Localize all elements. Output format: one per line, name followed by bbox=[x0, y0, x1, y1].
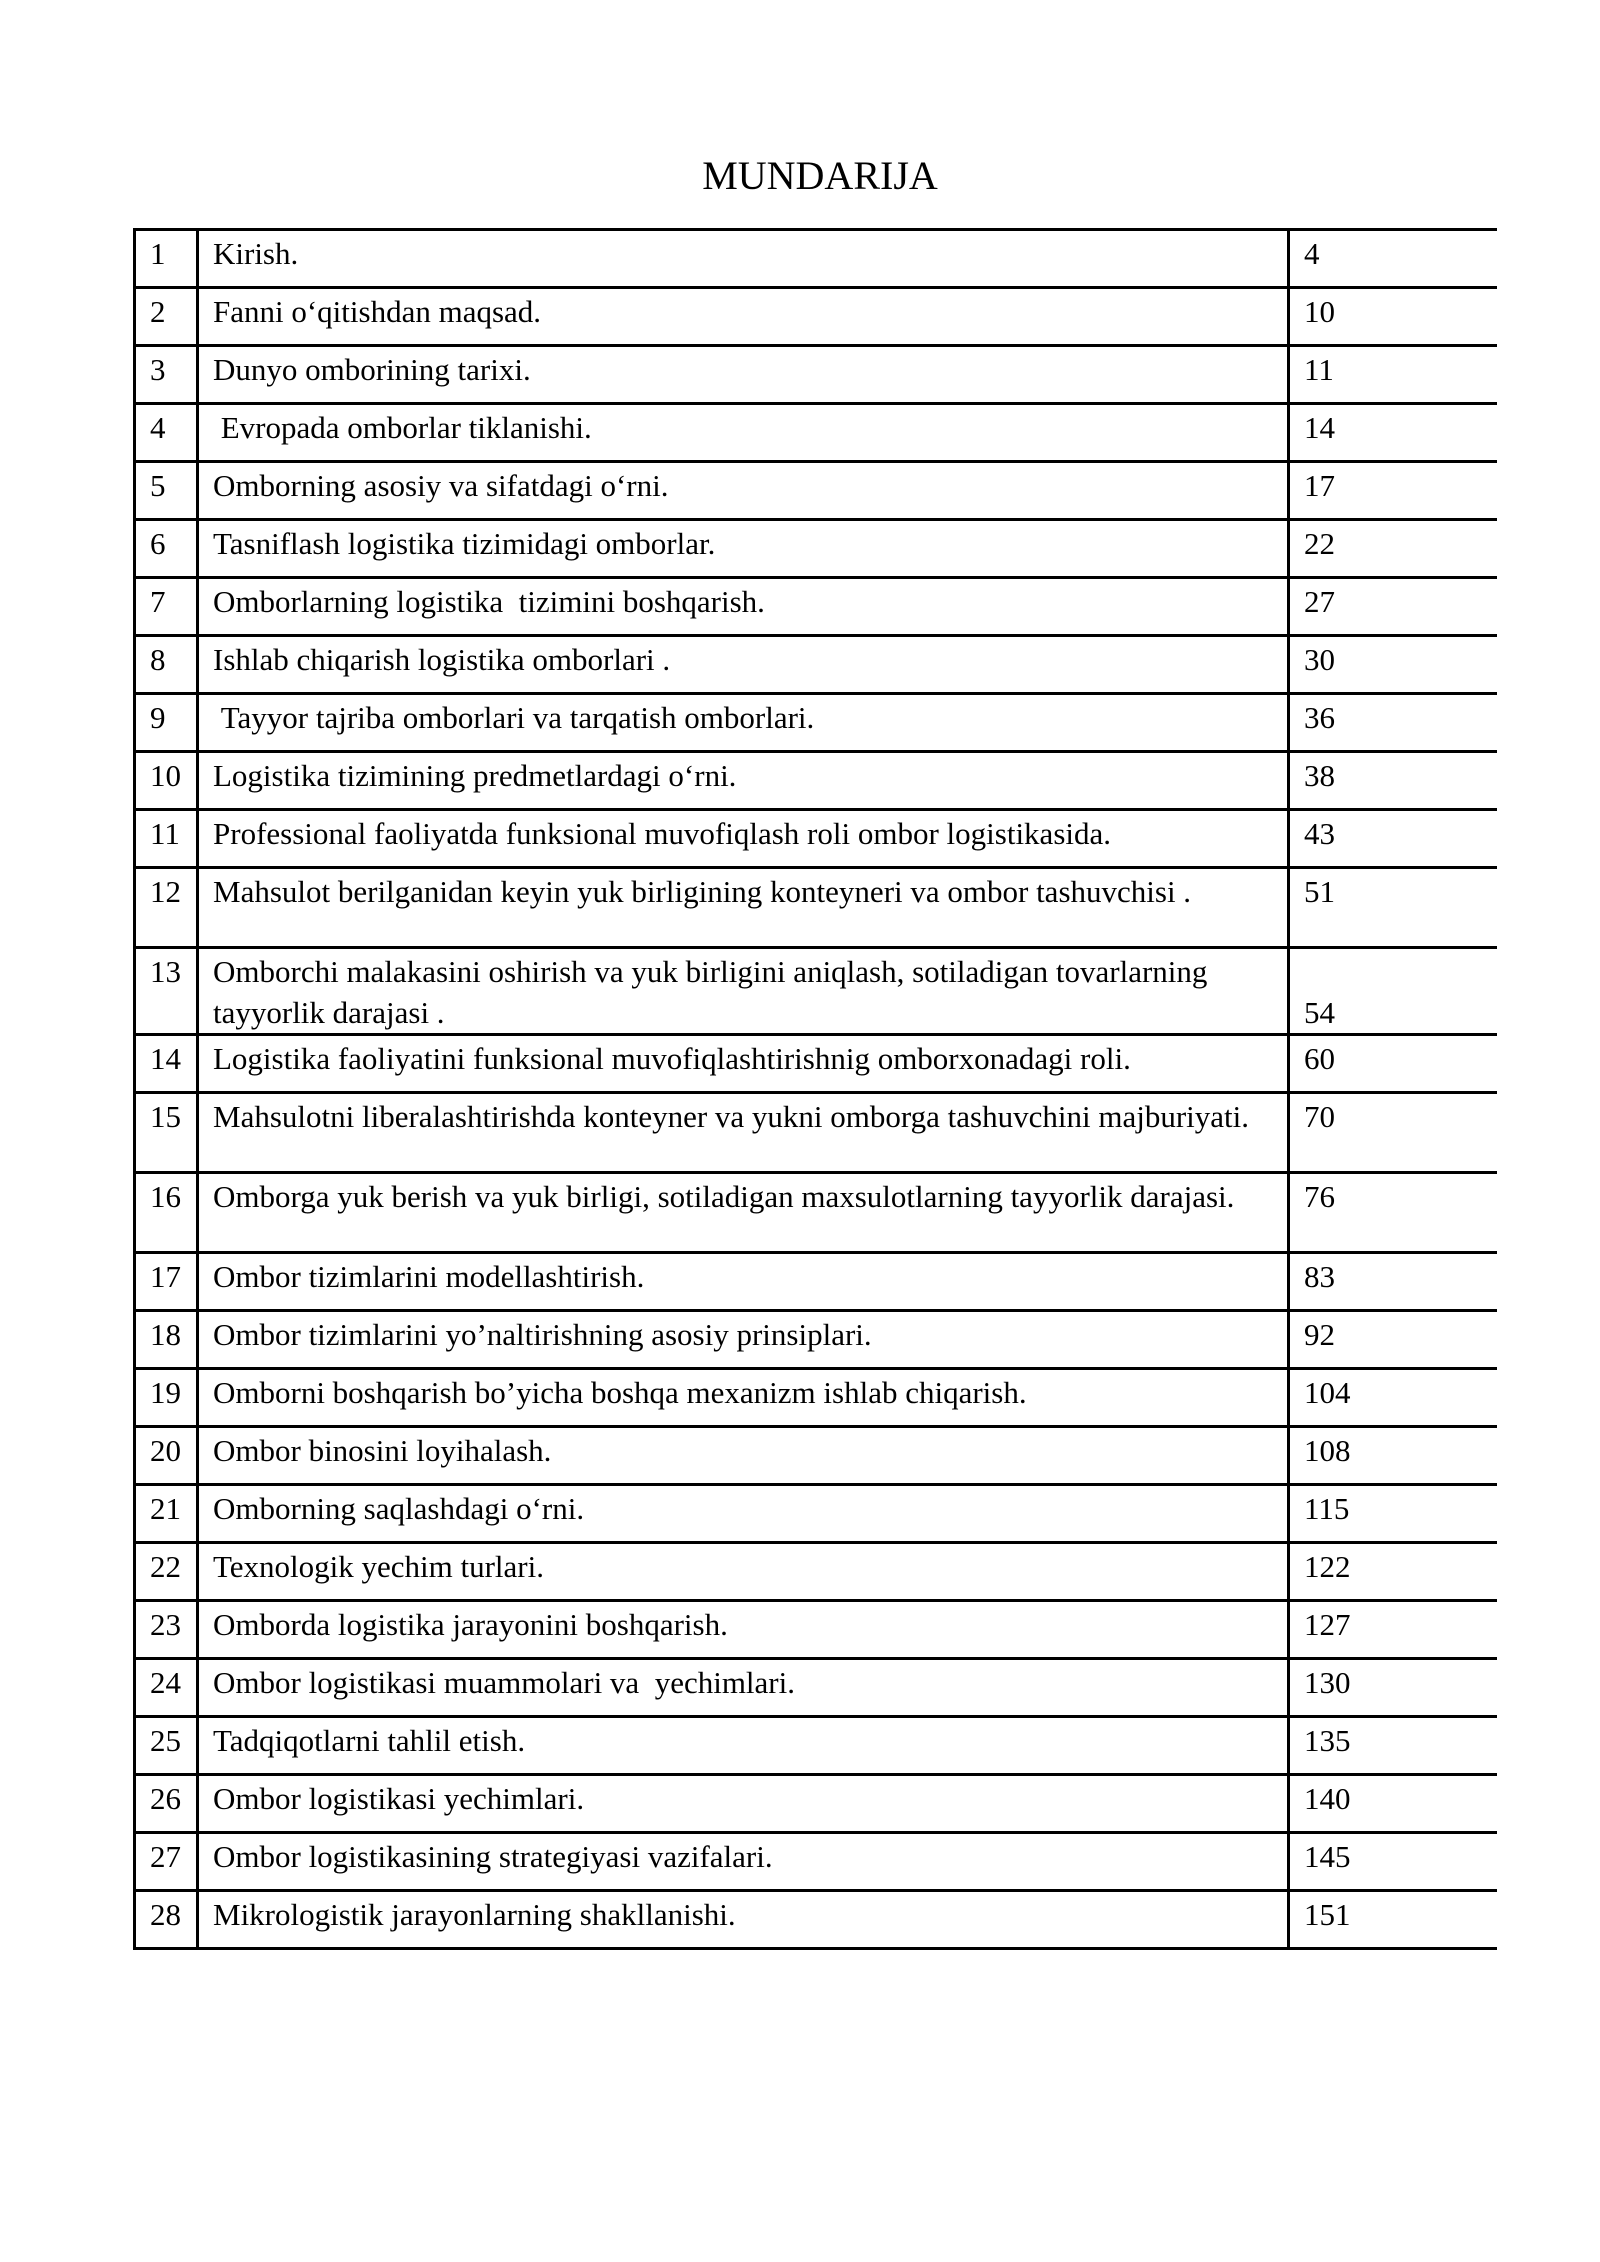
toc-row bbox=[135, 752, 1497, 810]
toc-row bbox=[135, 1427, 1497, 1485]
toc-row-number-text: 6 bbox=[150, 526, 166, 561]
toc-row-title bbox=[198, 752, 1289, 810]
toc-row bbox=[135, 1253, 1497, 1311]
toc-row-title-text: Ombor tizimlarini yo’naltirishning asosiy prinsiplari. bbox=[213, 1317, 872, 1352]
toc-row bbox=[135, 1485, 1497, 1543]
toc-row-page-text: 108 bbox=[1304, 1433, 1351, 1468]
toc-row-title bbox=[198, 810, 1289, 868]
toc-row-page-text: 10 bbox=[1304, 294, 1335, 329]
toc-row-page bbox=[1289, 1775, 1497, 1833]
toc-row-title-text: Ombor logistikasi muammolari va yechimlari. bbox=[213, 1665, 795, 1700]
toc-row-title bbox=[198, 1173, 1289, 1253]
toc-row-page-text: 27 bbox=[1304, 584, 1335, 619]
toc-row-number-text: 21 bbox=[150, 1491, 181, 1526]
toc-row-page-text: 92 bbox=[1304, 1317, 1335, 1352]
toc-row-page-text: 135 bbox=[1304, 1723, 1351, 1758]
toc-row-number-text: 2 bbox=[150, 294, 166, 329]
toc-row-number-text: 3 bbox=[150, 352, 166, 387]
toc-row-page-text: 76 bbox=[1304, 1179, 1335, 1214]
toc-row-title-text: Mikrologistik jarayonlarning shakllanishi. bbox=[213, 1897, 736, 1932]
toc-row-title bbox=[198, 636, 1289, 694]
toc-row-page bbox=[1289, 810, 1497, 868]
toc-row-page bbox=[1289, 1891, 1497, 1949]
toc-row-title-text: Omborning saqlashdagi o‘rni. bbox=[213, 1491, 585, 1526]
toc-row-title bbox=[198, 1833, 1289, 1891]
toc-row-number bbox=[135, 520, 198, 578]
toc-row-number-text: 9 bbox=[150, 700, 166, 735]
toc-row-page bbox=[1289, 520, 1497, 578]
toc-row-number bbox=[135, 288, 198, 346]
toc-row-number bbox=[135, 1891, 198, 1949]
toc-row-title bbox=[198, 288, 1289, 346]
toc-row bbox=[135, 1717, 1497, 1775]
toc-row-page bbox=[1289, 1253, 1497, 1311]
toc-row bbox=[135, 1035, 1497, 1093]
toc-row-page bbox=[1289, 1717, 1497, 1775]
toc-row-title-text: Mahsulot berilganidan keyin yuk birligining konteyneri va ombor tashuvchisi . bbox=[213, 874, 1192, 909]
toc-row-number-text: 15 bbox=[150, 1099, 181, 1134]
toc-row-number bbox=[135, 230, 198, 288]
toc-row-title bbox=[198, 346, 1289, 404]
toc-row-title-text: Omborga yuk berish va yuk birligi, sotiladigan maxsulotlarning tayyorlik darajasi. bbox=[213, 1179, 1235, 1214]
toc-row-page-text: 151 bbox=[1304, 1897, 1351, 1932]
toc-row-number bbox=[135, 1253, 198, 1311]
toc-row-number bbox=[135, 1427, 198, 1485]
toc-row bbox=[135, 636, 1497, 694]
toc-row-page-text: 51 bbox=[1304, 874, 1335, 909]
toc-row-title bbox=[198, 1601, 1289, 1659]
toc-row-title-text: Omborlarning logistika tizimini boshqarish. bbox=[213, 584, 765, 619]
toc-row-title bbox=[198, 1659, 1289, 1717]
toc-row-page bbox=[1289, 288, 1497, 346]
toc-row-page-text: 17 bbox=[1304, 468, 1335, 503]
toc-row-title-text: Omborchi malakasini oshirish va yuk birligini aniqlash, sotiladigan tovarlarning tayyorlik darajasi . bbox=[213, 954, 1216, 1030]
toc-row-title bbox=[198, 948, 1289, 1035]
toc-row-number bbox=[135, 1173, 198, 1253]
toc-row bbox=[135, 230, 1497, 288]
toc-row-number-text: 4 bbox=[150, 410, 166, 445]
toc-row-number bbox=[135, 1601, 198, 1659]
toc-row-title bbox=[198, 1543, 1289, 1601]
toc-row-page bbox=[1289, 694, 1497, 752]
toc-row-number-text: 22 bbox=[150, 1549, 181, 1584]
toc-row-page bbox=[1289, 1485, 1497, 1543]
toc-row-title bbox=[198, 1427, 1289, 1485]
toc-row-page-text: 140 bbox=[1304, 1781, 1351, 1816]
toc-row-title bbox=[198, 1485, 1289, 1543]
toc-row-page bbox=[1289, 1035, 1497, 1093]
toc-row-title bbox=[198, 1035, 1289, 1093]
toc-row-page-text: 70 bbox=[1304, 1099, 1335, 1134]
toc-row-number bbox=[135, 1093, 198, 1173]
toc-body bbox=[135, 230, 1497, 1949]
toc-row-number-text: 25 bbox=[150, 1723, 181, 1758]
toc-row-number bbox=[135, 868, 198, 948]
toc-row-title-text: Texnologik yechim turlari. bbox=[213, 1549, 544, 1584]
toc-row-title bbox=[198, 1717, 1289, 1775]
toc-row bbox=[135, 868, 1497, 948]
toc-row-title-text: Ombor logistikasining strategiyasi vazifalari. bbox=[213, 1839, 773, 1874]
toc-row bbox=[135, 1659, 1497, 1717]
toc-row-number bbox=[135, 1485, 198, 1543]
toc-row bbox=[135, 1093, 1497, 1173]
toc-row-title bbox=[198, 404, 1289, 462]
toc-row-page-text: 38 bbox=[1304, 758, 1335, 793]
toc-row-title-text: Evropada omborlar tiklanishi. bbox=[213, 410, 592, 445]
toc-row-number bbox=[135, 694, 198, 752]
toc-row-page bbox=[1289, 1093, 1497, 1173]
toc-row-title-text: Tasniflash logistika tizimidagi omborlar. bbox=[213, 526, 716, 561]
toc-row-page bbox=[1289, 404, 1497, 462]
toc-row-title-text: Dunyo omborining tarixi. bbox=[213, 352, 531, 387]
toc-row-title-text: Ishlab chiqarish logistika omborlari . bbox=[213, 642, 671, 677]
toc-row-number bbox=[135, 578, 198, 636]
toc-row-number bbox=[135, 346, 198, 404]
toc-row-number-text: 13 bbox=[150, 954, 181, 989]
toc-row-page-text: 11 bbox=[1304, 352, 1334, 387]
toc-row-page-text: 54 bbox=[1304, 995, 1335, 1030]
toc-row bbox=[135, 948, 1497, 1035]
toc-row-title bbox=[198, 1775, 1289, 1833]
toc-row-title-text: Kirish. bbox=[213, 236, 299, 271]
toc-row bbox=[135, 1601, 1497, 1659]
toc-row-page bbox=[1289, 1543, 1497, 1601]
toc-row-page-text: 30 bbox=[1304, 642, 1335, 677]
toc-row bbox=[135, 694, 1497, 752]
toc-row-page bbox=[1289, 346, 1497, 404]
toc-row bbox=[135, 288, 1497, 346]
toc-row-title bbox=[198, 230, 1289, 288]
toc-row bbox=[135, 1891, 1497, 1949]
toc-row bbox=[135, 1543, 1497, 1601]
toc-row-page-text: 83 bbox=[1304, 1259, 1335, 1294]
toc-row-number-text: 19 bbox=[150, 1375, 181, 1410]
toc-row-page-text: 127 bbox=[1304, 1607, 1351, 1642]
toc-row-number-text: 16 bbox=[150, 1179, 181, 1214]
toc-row-number-text: 28 bbox=[150, 1897, 181, 1932]
toc-row-page-text: 60 bbox=[1304, 1041, 1335, 1076]
toc-row-title-text: Logistika faoliyatini funksional muvofiqlashtirishnig omborxonadagi roli. bbox=[213, 1041, 1131, 1076]
toc-row-number bbox=[135, 948, 198, 1035]
toc-row-title bbox=[198, 1311, 1289, 1369]
toc-row-number-text: 10 bbox=[150, 758, 181, 793]
toc-row bbox=[135, 404, 1497, 462]
toc-row-number bbox=[135, 1775, 198, 1833]
toc-row-page bbox=[1289, 1427, 1497, 1485]
toc-row-number bbox=[135, 404, 198, 462]
toc-row-number-text: 5 bbox=[150, 468, 166, 503]
toc-row-number-text: 20 bbox=[150, 1433, 181, 1468]
toc-row-number-text: 24 bbox=[150, 1665, 181, 1700]
toc-row-title-text: Fanni o‘qitishdan maqsad. bbox=[213, 294, 542, 329]
page-title: MUNDARIJA bbox=[702, 153, 938, 198]
toc-row-number-text: 8 bbox=[150, 642, 166, 677]
toc-row-title-text: Tadqiqotlarni tahlil etish. bbox=[213, 1723, 526, 1758]
toc-row-title bbox=[198, 1253, 1289, 1311]
toc-row-page-text: 104 bbox=[1304, 1375, 1351, 1410]
toc-row-title bbox=[198, 462, 1289, 520]
toc-row-title-text: Omborning asosiy va sifatdagi o‘rni. bbox=[213, 468, 669, 503]
toc-row-number bbox=[135, 1659, 198, 1717]
toc-row-page-text: 36 bbox=[1304, 700, 1335, 735]
toc-row-number bbox=[135, 1035, 198, 1093]
toc-row-number-text: 1 bbox=[150, 236, 166, 271]
toc-row-title-text: Mahsulotni liberalashtirishda konteyner va yukni omborga tashuvchini majburiyati. bbox=[213, 1099, 1250, 1134]
toc-row-page bbox=[1289, 636, 1497, 694]
toc-row-number-text: 27 bbox=[150, 1839, 181, 1874]
toc-row-number bbox=[135, 1543, 198, 1601]
toc-row-title-text: Ombor binosini loyihalash. bbox=[213, 1433, 552, 1468]
toc-row-page bbox=[1289, 868, 1497, 948]
toc-row-number bbox=[135, 810, 198, 868]
toc-row-title bbox=[198, 578, 1289, 636]
toc-row-page-text: 22 bbox=[1304, 526, 1335, 561]
toc-row-page bbox=[1289, 1173, 1497, 1253]
toc-row bbox=[135, 1311, 1497, 1369]
toc-row bbox=[135, 1833, 1497, 1891]
toc-row bbox=[135, 346, 1497, 404]
toc-row bbox=[135, 1173, 1497, 1253]
toc-row-title-text: Professional faoliyatda funksional muvofiqlash roli ombor logistikasida. bbox=[213, 816, 1112, 851]
toc-row-title bbox=[198, 694, 1289, 752]
toc-row-number bbox=[135, 1311, 198, 1369]
toc-row-title bbox=[198, 1369, 1289, 1427]
toc-row bbox=[135, 520, 1497, 578]
toc-row bbox=[135, 810, 1497, 868]
toc-row-page bbox=[1289, 1601, 1497, 1659]
toc-row-title bbox=[198, 1891, 1289, 1949]
toc-row-title bbox=[198, 868, 1289, 948]
toc-row-page bbox=[1289, 1833, 1497, 1891]
toc-row-page-text: 145 bbox=[1304, 1839, 1351, 1874]
toc-row-number-text: 23 bbox=[150, 1607, 181, 1642]
toc-row-number bbox=[135, 752, 198, 810]
toc-row-number bbox=[135, 1833, 198, 1891]
toc-row-page-text: 130 bbox=[1304, 1665, 1351, 1700]
toc-row-number-text: 7 bbox=[150, 584, 166, 619]
toc-row-page-text: 4 bbox=[1304, 236, 1320, 271]
toc-row-page bbox=[1289, 1311, 1497, 1369]
toc-row-page-text: 122 bbox=[1304, 1549, 1351, 1584]
toc-row-page-text: 43 bbox=[1304, 816, 1335, 851]
toc-row-number bbox=[135, 1717, 198, 1775]
toc-row-page bbox=[1289, 1659, 1497, 1717]
toc-row bbox=[135, 1369, 1497, 1427]
toc-row-page bbox=[1289, 948, 1497, 1035]
toc-row-number bbox=[135, 462, 198, 520]
toc-row-page-text: 115 bbox=[1304, 1491, 1350, 1526]
toc-row-number-text: 14 bbox=[150, 1041, 181, 1076]
toc-row-title-text: Omborda logistika jarayonini boshqarish. bbox=[213, 1607, 728, 1642]
toc-row-title-text: Omborni boshqarish bo’yicha boshqa mexanizm ishlab chiqarish. bbox=[213, 1375, 1027, 1410]
toc-row-title bbox=[198, 520, 1289, 578]
toc-row-number bbox=[135, 636, 198, 694]
toc-row-page bbox=[1289, 230, 1497, 288]
toc-row-page bbox=[1289, 578, 1497, 636]
toc-row-page-text: 14 bbox=[1304, 410, 1335, 445]
toc-row-number-text: 26 bbox=[150, 1781, 181, 1816]
toc-row-number bbox=[135, 1369, 198, 1427]
toc-row-title-text: Ombor tizimlarini modellashtirish. bbox=[213, 1259, 645, 1294]
toc-row-title-text: Tayyor tajriba omborlari va tarqatish omborlari. bbox=[213, 700, 815, 735]
toc-row-title-text: Logistika tizimining predmetlardagi o‘rni. bbox=[213, 758, 737, 793]
toc-table bbox=[133, 228, 1497, 1950]
toc-row-title bbox=[198, 1093, 1289, 1173]
toc-row bbox=[135, 1775, 1497, 1833]
toc-row-page bbox=[1289, 1369, 1497, 1427]
toc-row bbox=[135, 462, 1497, 520]
toc-row-page bbox=[1289, 752, 1497, 810]
toc-row-number-text: 11 bbox=[150, 816, 180, 851]
toc-row-number-text: 18 bbox=[150, 1317, 181, 1352]
toc-row-page bbox=[1289, 462, 1497, 520]
toc-row-number-text: 12 bbox=[150, 874, 181, 909]
toc-row bbox=[135, 578, 1497, 636]
toc-row-title-text: Ombor logistikasi yechimlari. bbox=[213, 1781, 585, 1816]
toc-row-number-text: 17 bbox=[150, 1259, 181, 1294]
